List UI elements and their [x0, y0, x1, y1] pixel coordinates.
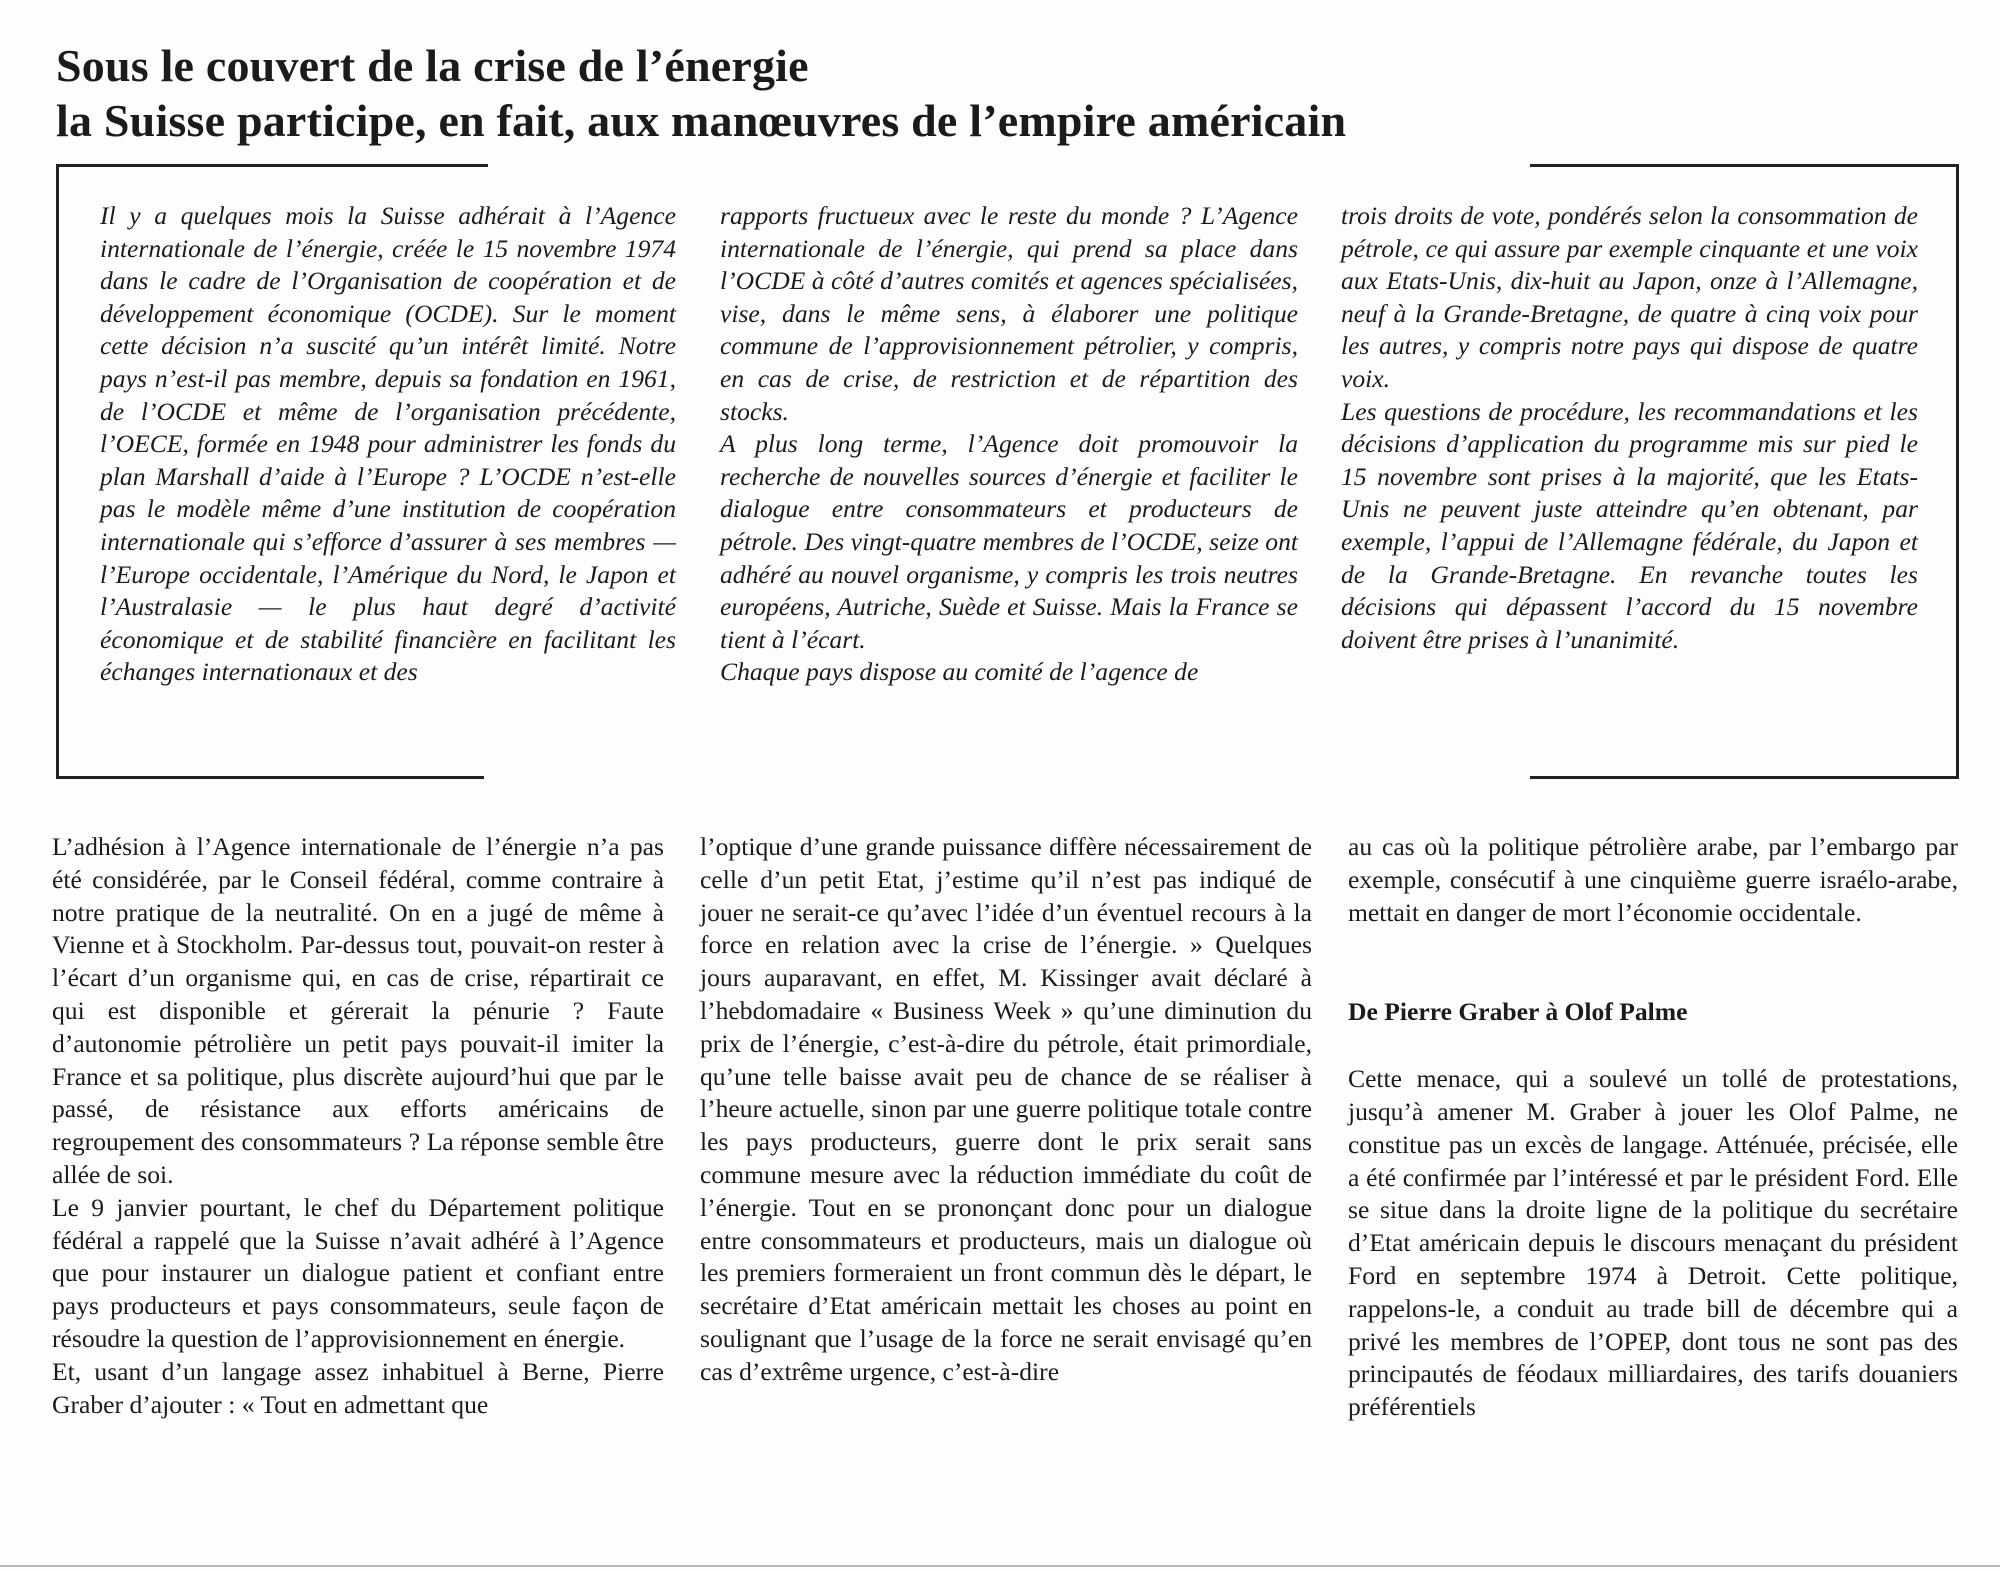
body-paragraph: Le 9 janvier pourtant, le chef du Département politique fédéral a rappelé que la Suisse n’avait adhéré à l’Agence que pour instaurer un dialogue patient et confiant entre pays producteurs et pays consommateurs, seule façon de résoudre la question de l’approvisionnement en énergie.: [52, 1192, 664, 1353]
intro-paragraph: Il y a quelques mois la Suisse adhérait à l’Agence internationale de l’énergie, créée le 15 novembre 1974 dans le cadre de l’Organisation de coopération et de développement économique (OCDE). Sur le moment cette décision n’a suscité qu’un intérêt limité. Notre pays n’est-il pas membre, depuis sa fondation en 1961, de l’OCDE et même de l’organisation précédente, l’OECE, formée en 1948 pour administrer les fonds du plan Marshall d’aide à l’Europe ? L’OCDE n’est-elle pas le modèle même d’une institution de coopération internationale qui s’efforce d’assurer à ses membres — l’Europe occidentale, l’Amérique du Nord, le Japon et l’Australasie — le plus haut degré d’activité économique et de stabilité financière en facilitant les échanges internationaux et des: [100, 201, 676, 687]
body-column-1: [52, 831, 664, 1421]
intro-frame-bottom-right: [1530, 776, 1959, 779]
intro-column-2: [720, 200, 1298, 689]
intro-paragraph: rapports fructueux avec le reste du monde ? L’Agence internationale de l’énergie, qui prend sa place dans l’OCDE à côté d’autres comités et agences spécialisées, vise, dans le même sens, à élaborer une politique commune de l’approvisionnement pétrolier, y compris, en cas de crise, de restriction et de répartition des stocks.: [720, 201, 1298, 426]
intro-frame-top-left: [56, 164, 488, 167]
body-paragraph: au cas où la politique pétrolière arabe, par l’embargo par exemple, consécutif à une cinquième guerre israélo-arabe, mettait en danger de mort l’économie occidentale.: [1348, 832, 1958, 927]
intro-column-1: [100, 200, 676, 689]
intro-frame-right: [1956, 164, 1959, 778]
intro-paragraph: Les questions de procédure, les recommandations et les décisions d’application du programme mis sur pied le 15 novembre sont prises à la majorité, que les Etats-Unis ne peuvent juste atteindre qu’en obtenant, par exemple, l’appui de l’Allemagne fédérale, du Japon et de la Grande-Bretagne. En revanche toutes les décisions qui dépassent l’accord du 15 novembre doivent être prises à l’unanimité.: [1341, 396, 1918, 654]
intro-column-3: [1341, 200, 1918, 656]
intro-frame-left: [56, 164, 59, 778]
intro-paragraph: A plus long terme, l’Agence doit promouvoir la recherche de nouvelles sources d’énergie et faciliter le dialogue entre consommateurs et producteurs de pétrole. Des vingt-quatre membres de l’OCDE, seize ont adhéré au nouvel organisme, y compris les trois neutres européens, Autriche, Suède et Suisse. Mais la France se tient à l’écart.: [720, 429, 1298, 654]
page-bottom-edge: [0, 1565, 2000, 1567]
intro-frame-bottom-left: [56, 776, 484, 779]
intro-paragraph: trois droits de vote, pondérés selon la consommation de pétrole, ce qui assure par exemple cinquante et une voix aux Etats-Unis, dix-huit au Japon, onze à l’Allemagne, neuf à la Grande-Bretagne, de quatre à cinq voix pour les autres, y compris notre pays qui dispose de quatre voix.: [1341, 201, 1918, 393]
body-paragraph: l’optique d’une grande puissance diffère nécessairement de celle d’un petit Etat, j’estime qu’il n’est pas indiqué de jouer ne serait-ce qu’avec l’idée d’un éventuel recours à la force en relation avec la crise de l’énergie. » Quelques jours auparavant, en effet, M. Kissinger avait déclaré à l’hebdomadaire « Business Week » qu’une diminution du prix de l’énergie, c’est-à-dire du pétrole, était primordiale, qu’une telle baisse avait peu de chance de se réaliser à l’heure actuelle, sinon par une guerre politique totale contre les pays producteurs, guerre dont le prix serait sans commune mesure avec la réduction immédiate du coût de l’énergie. Tout en se prononçant donc pour un dialogue entre consommateurs et producteurs, mais un dialogue où les premiers formeraient un front commun dès le départ, le secrétaire d’Etat américain mettait les choses au point en soulignant que l’usage de la force ne serait envisagé qu’en cas d’extrême urgence, c’est-à-dire: [700, 832, 1312, 1386]
intro-frame-top-right: [1530, 164, 1959, 167]
headline-line-1: Sous le couvert de la crise de l’énergie: [56, 40, 809, 91]
headline: [56, 38, 1956, 148]
headline-line-2: la Suisse participe, en fait, aux manœuvres de l’empire américain: [56, 95, 1347, 146]
body-column-2: [700, 831, 1312, 1389]
spacer: [1348, 1029, 1958, 1063]
body-paragraph: Cette menace, qui a soulevé un tollé de protestations, jusqu’à amener M. Graber à jouer les Olof Palme, ne constitue pas un excès de langage. Atténuée, précisée, elle a été confirmée par l’intéressé et par le président Ford. Elle se situe dans la droite ligne de la politique du secrétaire d’Etat américain depuis le discours menaçant du président Ford en septembre 1974 à Detroit. Cette politique, rappelons-le, a conduit au trade bill de décembre qui a privé les membres de l’OPEP, dont tous ne sont pas des principautés de féodaux milliardaires, des tarifs douaniers préférentiels: [1348, 1064, 1958, 1422]
body-paragraph: L’adhésion à l’Agence internationale de l’énergie n’a pas été considérée, par le Conseil fédéral, comme contraire à notre pratique de la neutralité. On en a jugé de même à Vienne et à Stockholm. Par-dessus tout, pouvait-on rester à l’écart d’un organisme qui, en cas de crise, répartirait ce qui est disponible et gérerait la pénurie ? Faute d’autonomie pétrolière un petit pays pouvait-il imiter la France et sa politique, plus discrète aujourd’hui que par le passé, de résistance aux efforts américains de regroupement des consommateurs ? La réponse semble être allée de soi.: [52, 832, 664, 1189]
intro-paragraph: Chaque pays dispose au comité de l’agence de: [720, 657, 1199, 687]
spacer: [1348, 929, 1958, 996]
body-column-3: [1348, 831, 1958, 1424]
section-subheading: De Pierre Graber à Olof Palme: [1348, 997, 1688, 1027]
body-paragraph: Et, usant d’un langage assez inhabituel à Berne, Pierre Graber d’ajouter : « Tout en admettant que: [52, 1356, 664, 1419]
